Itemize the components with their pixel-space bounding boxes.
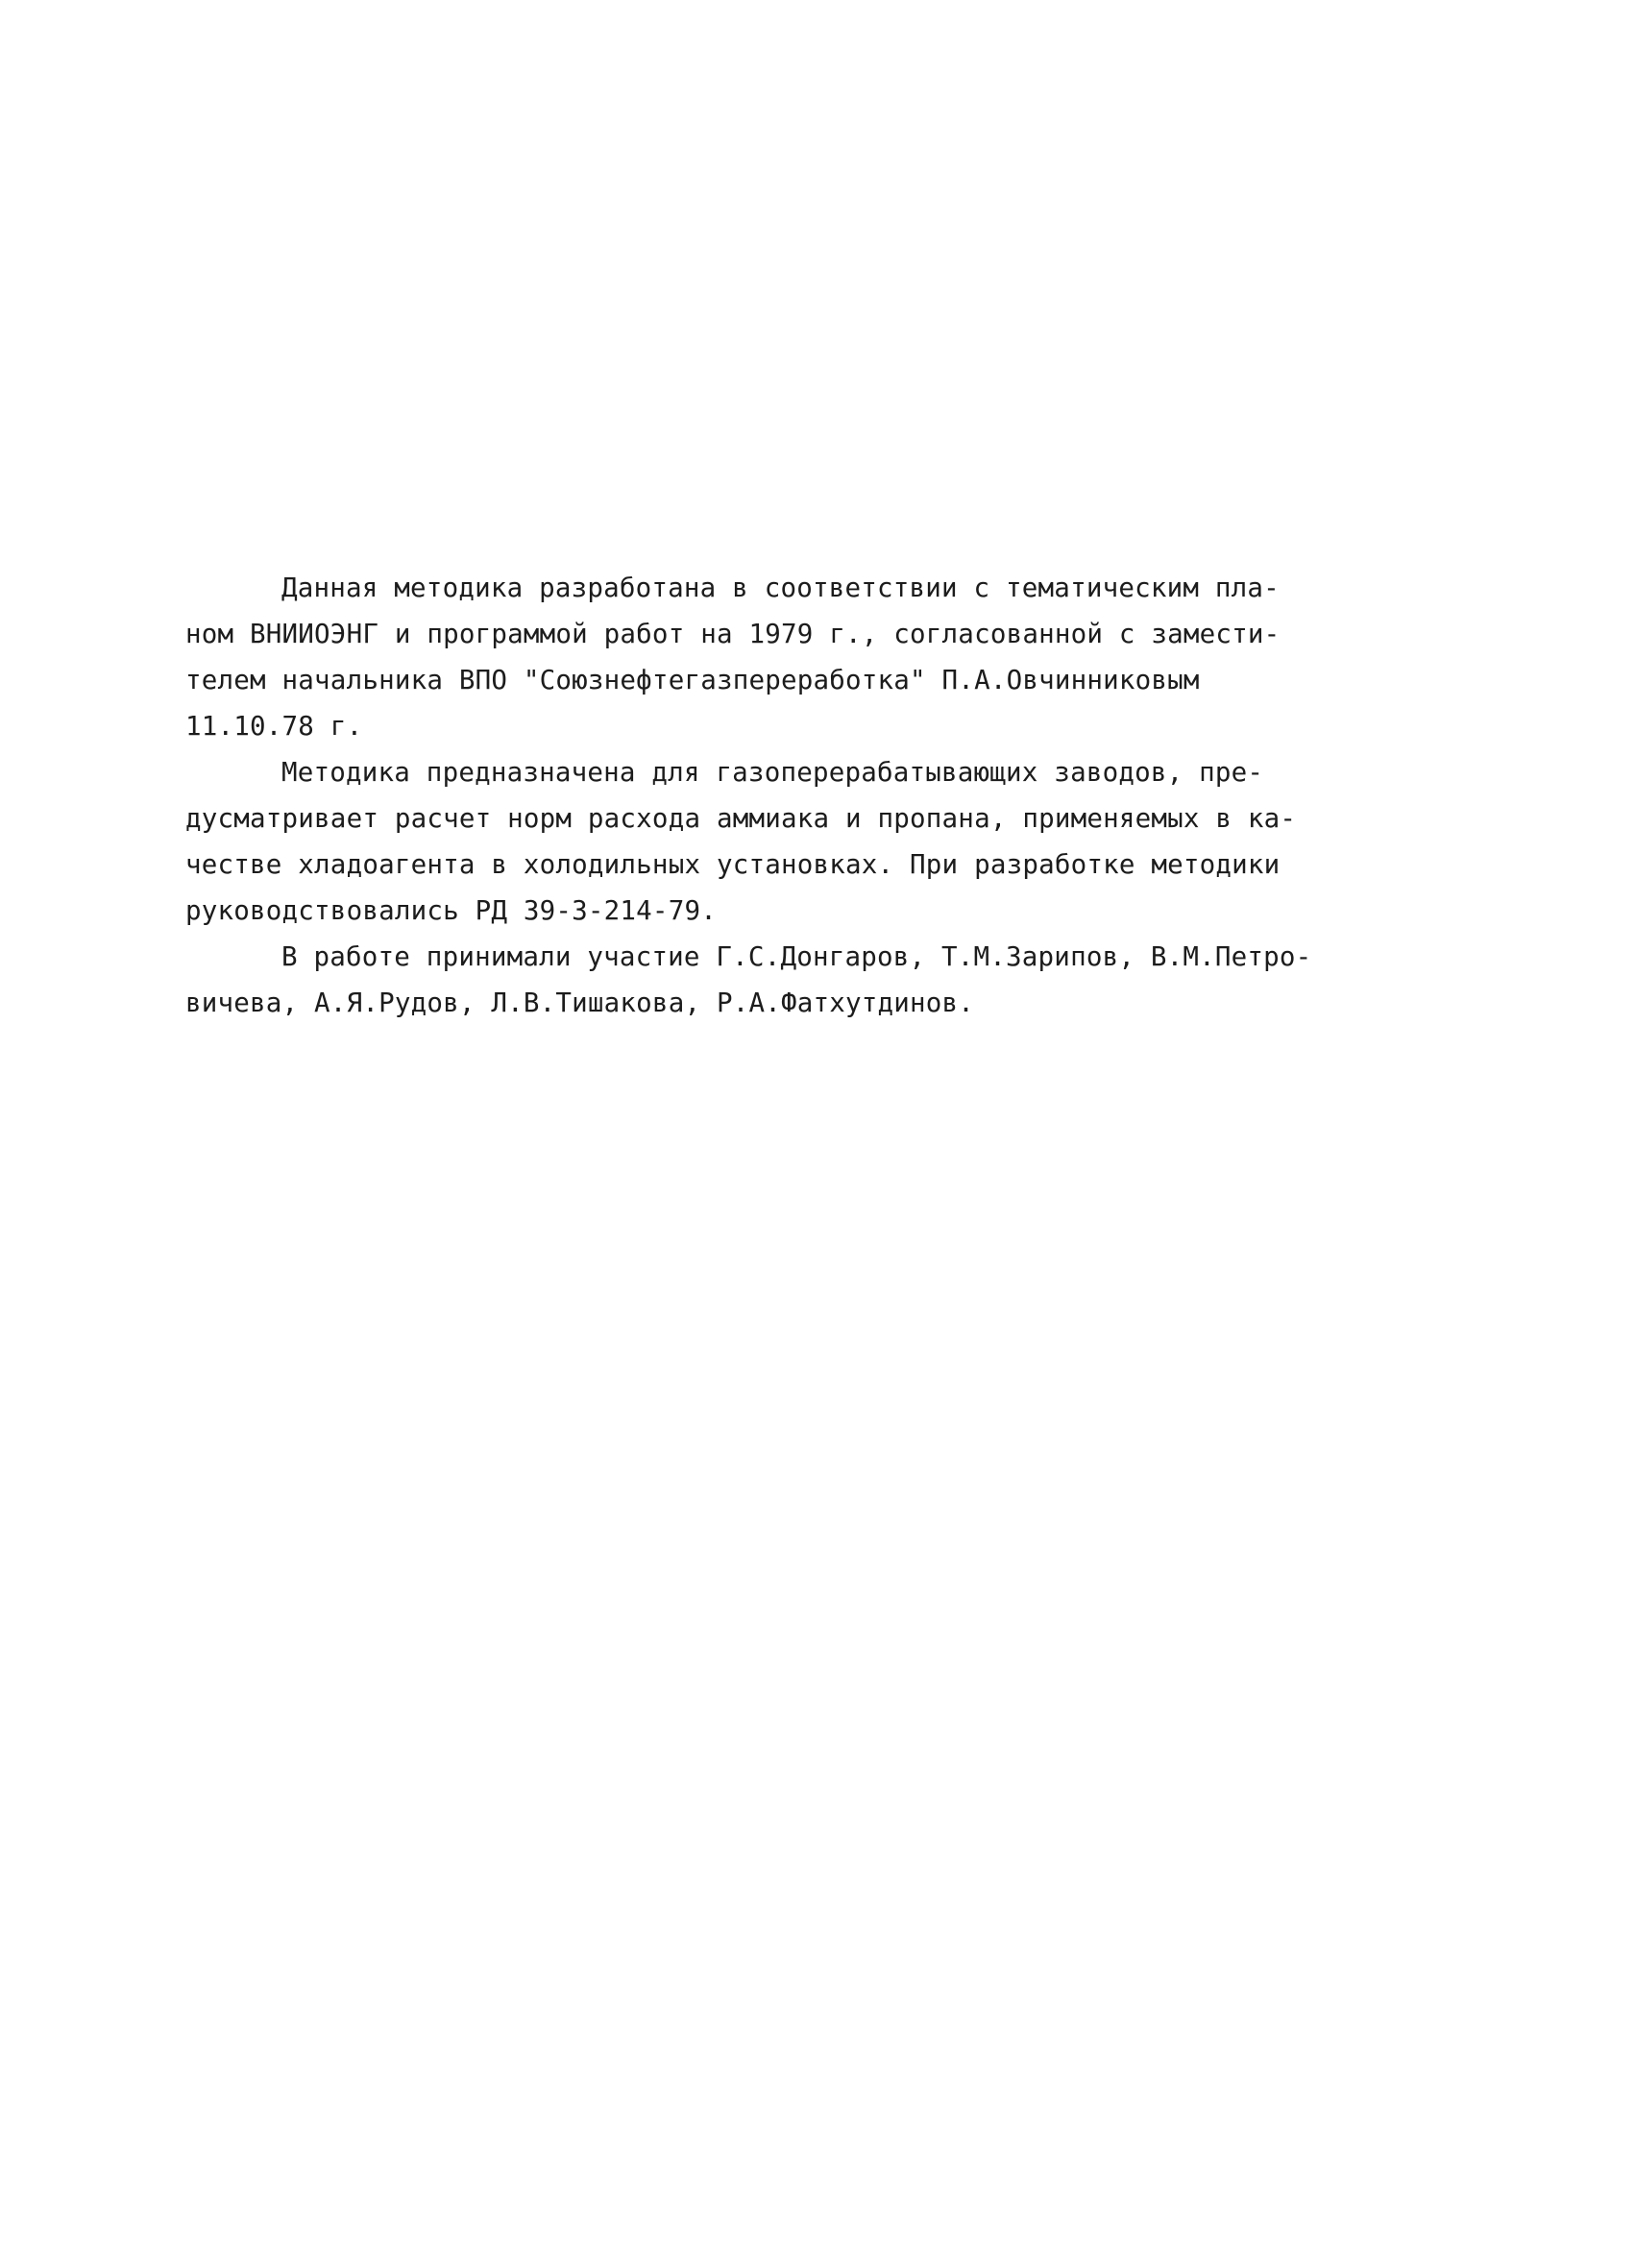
text-line: вичева, А.Я.Рудов, Л.В.Тишакова, Р.А.Фатхутдинов. <box>185 988 975 1018</box>
paragraph-development-basis <box>185 565 1492 749</box>
paragraph-contributors <box>185 934 1492 1026</box>
text-line: руководствовались РД 39-3-214-79. <box>185 895 717 926</box>
text-line: честве хладоагента в холодильных установках. При разработке методики <box>185 849 1281 880</box>
paragraph-purpose <box>185 749 1492 934</box>
text-line: В работе принимали участие Г.С.Донгаров, Т.М.Зарипов, В.М.Петро- <box>281 941 1312 972</box>
text-line: ном ВНИИОЭНГ и программой работ на 1979 г., согласованной с замести- <box>185 619 1281 649</box>
text-line: 11.10.78 г. <box>185 711 363 742</box>
text-line: дусматривает расчет норм расхода аммиака и пропана, применяемых в ка- <box>185 803 1297 834</box>
document-body <box>185 565 1492 1026</box>
text-line: телем начальника ВПО "Союзнефтегазпереработка" П.А.Овчинниковым <box>185 665 1200 695</box>
text-line: Данная методика разработана в соответствии с тематическим пла- <box>281 573 1280 603</box>
text-line: Методика предназначена для газоперерабатывающих заводов, пре- <box>281 757 1264 788</box>
